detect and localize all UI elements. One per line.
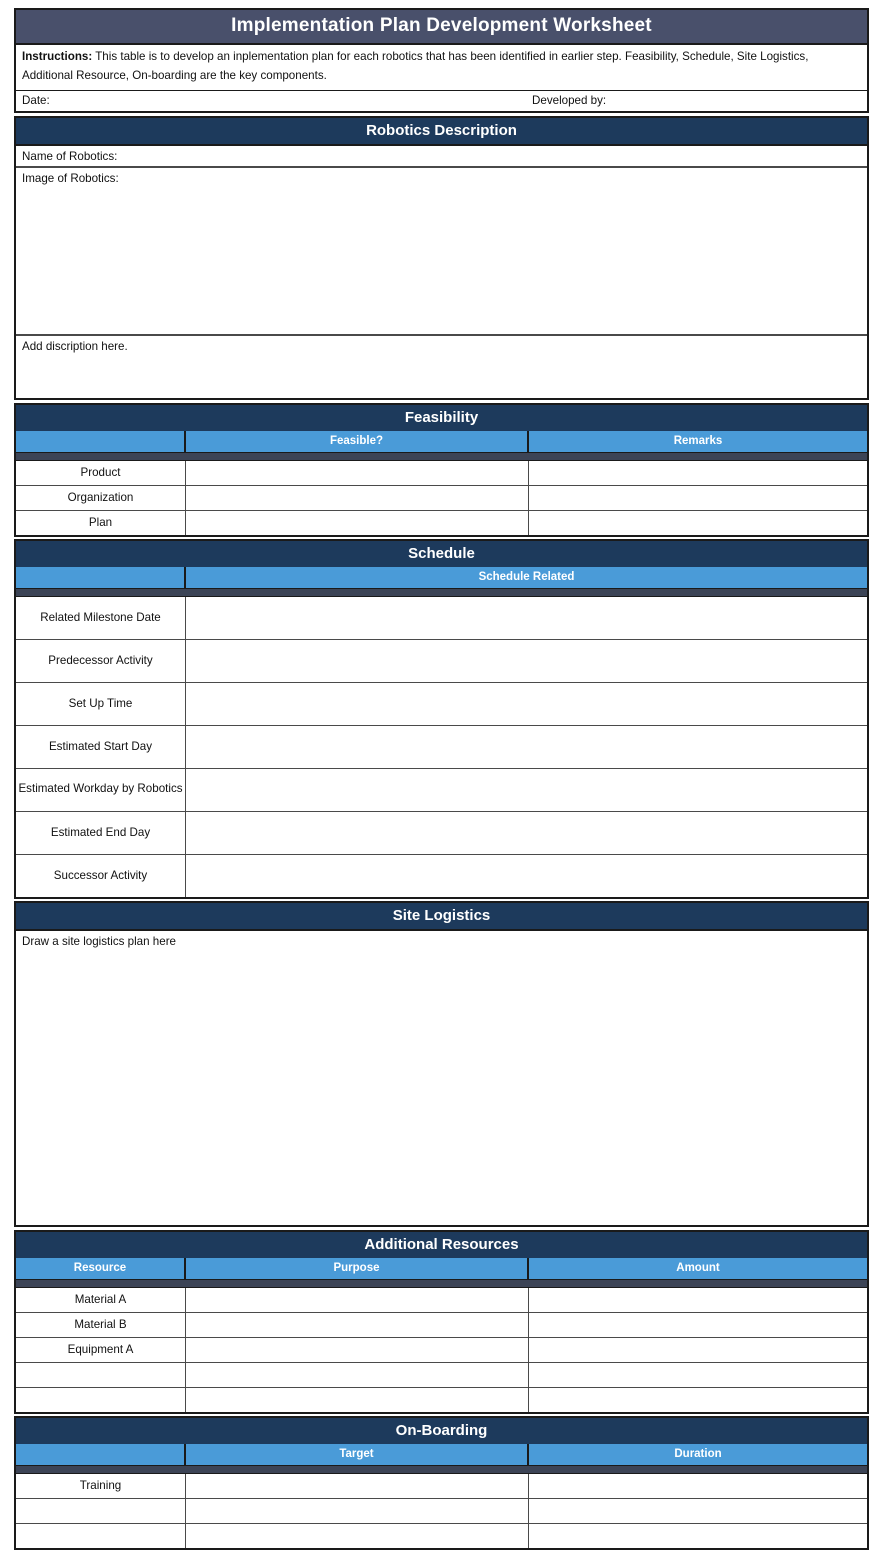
onboarding-header-duration: Duration bbox=[674, 1447, 722, 1460]
additional-resources-section bbox=[14, 1230, 869, 1414]
table-row bbox=[16, 1338, 867, 1363]
resource-amount-cell[interactable] bbox=[529, 1288, 867, 1312]
feasibility-feasible-cell[interactable] bbox=[186, 486, 529, 510]
name-of-robotics-field[interactable]: Name of Robotics: bbox=[16, 146, 867, 168]
resource-amount-cell[interactable] bbox=[529, 1388, 867, 1412]
resource-amount-cell[interactable] bbox=[529, 1313, 867, 1337]
feasibility-remarks-cell[interactable] bbox=[529, 511, 867, 535]
feasibility-feasible-cell[interactable] bbox=[186, 511, 529, 535]
onboarding-section bbox=[14, 1416, 869, 1550]
section-title-onboarding: On-Boarding bbox=[16, 1418, 867, 1444]
onboarding-target-cell[interactable] bbox=[186, 1474, 529, 1498]
table-row bbox=[16, 855, 867, 897]
onboarding-target-cell[interactable] bbox=[186, 1499, 529, 1523]
schedule-row-label: Estimated End Day bbox=[16, 812, 186, 854]
schedule-header-schedule-related: Schedule Related bbox=[478, 570, 575, 583]
table-row bbox=[16, 1499, 867, 1524]
onboarding-divider bbox=[16, 1465, 867, 1474]
table-row bbox=[16, 812, 867, 855]
feasibility-header-remarks: Remarks bbox=[673, 434, 723, 447]
feasibility-section bbox=[14, 403, 869, 537]
image-of-robotics-field[interactable]: Image of Robotics: bbox=[16, 168, 867, 336]
resource-purpose-cell[interactable] bbox=[186, 1388, 529, 1412]
onboarding-row-label[interactable] bbox=[16, 1499, 186, 1523]
resources-header-purpose: Purpose bbox=[186, 1258, 529, 1279]
schedule-row-label: Predecessor Activity bbox=[16, 640, 186, 682]
resources-header-resource: Resource bbox=[16, 1258, 186, 1279]
schedule-value-cell[interactable] bbox=[186, 597, 867, 639]
resource-row-label: Equipment A bbox=[16, 1338, 186, 1362]
section-title-schedule: Schedule bbox=[16, 541, 867, 567]
instructions-body: This table is to develop an inplementation plan for each robotics that has been identified in earlier step. Feasibility, Schedule, Site Logistics, Additional Resource, On-boarding are the key components. bbox=[22, 50, 809, 82]
schedule-row-label: Estimated Workday by Robotics bbox=[16, 769, 186, 811]
onboarding-row-label: Training bbox=[16, 1474, 186, 1498]
instructions-text bbox=[16, 45, 867, 91]
table-row bbox=[16, 597, 867, 640]
resource-purpose-cell[interactable] bbox=[186, 1338, 529, 1362]
schedule-row-label: Estimated Start Day bbox=[16, 726, 186, 768]
table-row bbox=[16, 1363, 867, 1388]
resource-amount-cell[interactable] bbox=[529, 1338, 867, 1362]
feasibility-divider bbox=[16, 452, 867, 461]
section-title-site-logistics: Site Logistics bbox=[16, 903, 867, 931]
additional-resources-divider bbox=[16, 1279, 867, 1288]
instructions-label: Instructions: bbox=[22, 50, 93, 63]
schedule-value-cell[interactable] bbox=[186, 769, 867, 811]
robotics-description-section bbox=[14, 116, 869, 400]
feasibility-header-blank bbox=[16, 431, 186, 452]
resource-purpose-cell[interactable] bbox=[186, 1363, 529, 1387]
resource-row-label[interactable] bbox=[16, 1363, 186, 1387]
resource-row-label[interactable] bbox=[16, 1388, 186, 1412]
table-row bbox=[16, 683, 867, 726]
worksheet bbox=[14, 8, 869, 1552]
onboarding-header-target: Target bbox=[186, 1444, 529, 1465]
meta-row bbox=[16, 91, 867, 111]
feasibility-row-label: Product bbox=[16, 461, 186, 485]
resource-row-label: Material A bbox=[16, 1288, 186, 1312]
feasibility-row-label: Organization bbox=[16, 486, 186, 510]
table-row bbox=[16, 511, 867, 535]
page-title: Implementation Plan Development Worksheet bbox=[16, 10, 867, 45]
schedule-value-cell[interactable] bbox=[186, 683, 867, 725]
table-row bbox=[16, 1388, 867, 1412]
feasibility-header-feasible: Feasible? bbox=[186, 431, 529, 452]
schedule-column-headers bbox=[16, 567, 867, 588]
section-title-robotics-description: Robotics Description bbox=[16, 118, 867, 146]
feasibility-row-label: Plan bbox=[16, 511, 186, 535]
resource-row-label: Material B bbox=[16, 1313, 186, 1337]
schedule-value-cell[interactable] bbox=[186, 640, 867, 682]
onboarding-column-headers bbox=[16, 1444, 867, 1465]
date-field[interactable]: Date: bbox=[22, 93, 50, 107]
schedule-value-cell[interactable] bbox=[186, 726, 867, 768]
feasibility-feasible-cell[interactable] bbox=[186, 461, 529, 485]
onboarding-header-blank bbox=[16, 1444, 186, 1465]
feasibility-column-headers bbox=[16, 431, 867, 452]
table-row bbox=[16, 1474, 867, 1499]
schedule-value-cell[interactable] bbox=[186, 812, 867, 854]
schedule-value-cell[interactable] bbox=[186, 855, 867, 897]
developed-by-field[interactable]: Developed by: bbox=[532, 93, 607, 107]
feasibility-remarks-cell[interactable] bbox=[529, 486, 867, 510]
table-row bbox=[16, 726, 867, 769]
additional-resources-column-headers bbox=[16, 1258, 867, 1279]
resource-amount-cell[interactable] bbox=[529, 1363, 867, 1387]
resources-header-amount: Amount bbox=[676, 1261, 720, 1274]
table-row bbox=[16, 1313, 867, 1338]
schedule-divider bbox=[16, 588, 867, 597]
resource-purpose-cell[interactable] bbox=[186, 1288, 529, 1312]
feasibility-remarks-cell[interactable] bbox=[529, 461, 867, 485]
table-row bbox=[16, 461, 867, 486]
table-row bbox=[16, 769, 867, 812]
onboarding-duration-cell[interactable] bbox=[529, 1474, 867, 1498]
resource-purpose-cell[interactable] bbox=[186, 1313, 529, 1337]
schedule-row-label: Set Up Time bbox=[16, 683, 186, 725]
description-field[interactable]: Add discription here. bbox=[22, 339, 128, 353]
table-row bbox=[16, 486, 867, 511]
header-block bbox=[14, 8, 869, 113]
site-logistics-canvas[interactable]: Draw a site logistics plan here bbox=[22, 934, 177, 948]
site-logistics-section bbox=[14, 901, 869, 1227]
onboarding-duration-cell[interactable] bbox=[529, 1499, 867, 1523]
table-row bbox=[16, 640, 867, 683]
schedule-section bbox=[14, 539, 869, 899]
section-title-additional-resources: Additional Resources bbox=[16, 1232, 867, 1258]
schedule-header-blank bbox=[16, 567, 186, 588]
table-row bbox=[16, 1288, 867, 1313]
schedule-row-label: Related Milestone Date bbox=[16, 597, 186, 639]
section-title-feasibility: Feasibility bbox=[16, 405, 867, 431]
schedule-row-label: Successor Activity bbox=[16, 855, 186, 897]
